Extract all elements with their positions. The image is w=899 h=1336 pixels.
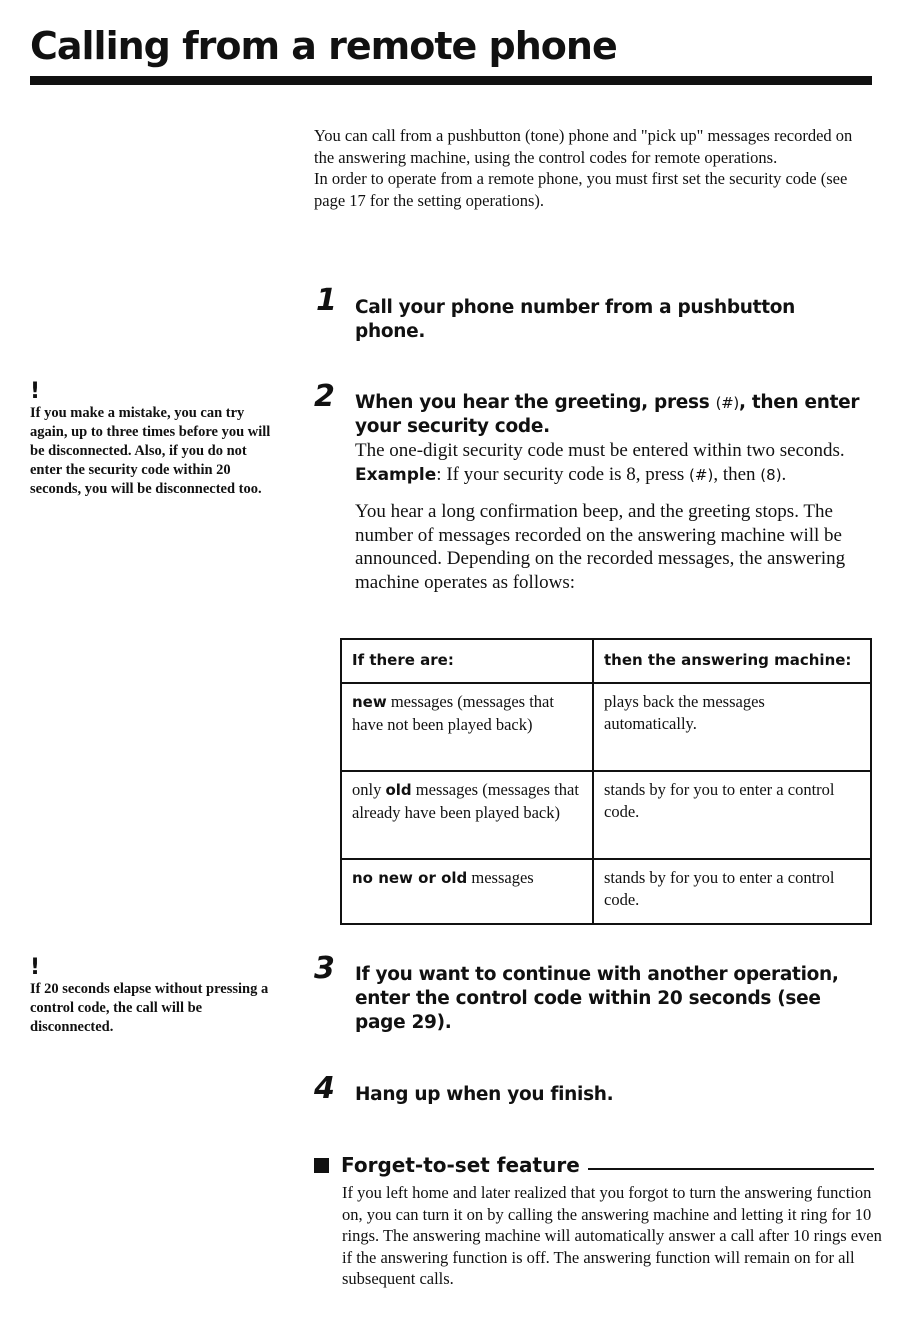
step-2-body	[355, 439, 875, 594]
note-exclamation-icon: !	[30, 379, 41, 404]
step-1-heading: Call your phone number from a pushbutton phone.	[355, 297, 796, 342]
table-cell-action: plays back the messages automatically.	[593, 683, 871, 771]
title-rule	[30, 76, 872, 85]
cell-text-pre: only	[352, 780, 386, 799]
intro-paragraph-1: You can call from a pushbutton (tone) phone and "pick up" messages recorded on the answering machine, using the control codes for remote operations.	[314, 126, 853, 167]
cell-text: messages (messages that have not been played back)	[352, 692, 554, 734]
cell-text: messages (messages that already have been played back)	[352, 780, 579, 822]
operation-table	[340, 638, 872, 925]
side-note-1	[30, 380, 280, 499]
example-end: .	[781, 463, 787, 485]
intro-paragraph-2: In order to operate from a remote phone, you must first set the security code (see page 17 for the setting operations).	[314, 169, 848, 210]
step-2-heading-post: , then enter your security code.	[355, 392, 860, 437]
step-3-heading: If you want to continue with another operation, enter the control code within 20 seconds (see page 29).	[355, 964, 839, 1033]
table-cell-action: stands by for you to enter a control code.	[593, 859, 871, 924]
table-cell-condition	[341, 683, 593, 771]
table-row	[341, 771, 871, 859]
example-label: Example	[355, 464, 437, 485]
side-note-2	[30, 956, 270, 1037]
forget-section-heading: Forget-to-set feature	[341, 1153, 580, 1177]
step-2-heading-pre: When you hear the greeting, press	[355, 392, 710, 413]
table-cell-condition	[341, 859, 593, 924]
table-row	[341, 683, 871, 771]
table-header-action: then the answering machine:	[593, 639, 871, 683]
cell-text: messages	[467, 868, 534, 887]
example-pre: : If your security code is 8, press	[436, 463, 685, 485]
square-bullet-icon	[314, 1158, 329, 1173]
step-3-number: 3	[314, 951, 335, 986]
step-2-number: 2	[314, 379, 335, 414]
step-2-line-1: The one-digit security code must be entered within two seconds.	[355, 440, 845, 461]
table-row	[341, 859, 871, 924]
section-rule	[588, 1168, 874, 1170]
table-header-row	[341, 639, 871, 683]
step-1-number: 1	[316, 283, 337, 318]
eight-key-icon: (8)	[760, 465, 782, 484]
table-header-condition: If there are:	[341, 639, 593, 683]
example-mid: , then	[713, 463, 756, 485]
table-cell-action: stands by for you to enter a control code.	[593, 771, 871, 859]
cell-bold-text: no new or old	[352, 869, 468, 887]
step-4-heading: Hang up when you finish.	[355, 1084, 614, 1105]
note-exclamation-icon: !	[30, 955, 41, 980]
cell-bold-text: new	[352, 693, 387, 711]
forget-section-body: If you left home and later realized that you forgot to turn the answering function on, you can turn it on by calling the answering machine and letting it ring for 10 rings. The answering machine will automatically answer a call after 10 rings even if the answering function is off. The answering function will remain on for all subsequent calls.	[342, 1183, 882, 1288]
page-title: Calling from a remote phone	[30, 24, 617, 68]
cell-bold-text: old	[385, 781, 412, 799]
pound-key-icon: (#)	[715, 394, 739, 412]
step-4-number: 4	[314, 1071, 335, 1106]
table-cell-condition	[341, 771, 593, 859]
intro-text	[314, 125, 874, 211]
step-2-example	[355, 463, 875, 488]
forget-section-heading-row	[314, 1152, 874, 1178]
side-note-1-text: If you make a mistake, you can try again, up to three times before you will be disconnected. Also, if you do not enter the security code within 20 seconds, you will be disconnected too.	[30, 405, 271, 497]
step-2-paragraph-2: You hear a long confirmation beep, and the greeting stops. The number of messages recorded on the answering machine will be announced. Depending on the recorded messages, the answering machine operates as follows:	[355, 501, 846, 593]
side-note-2-text: If 20 seconds elapse without pressing a control code, the call will be disconnected.	[30, 981, 269, 1035]
pound-key-icon: (#)	[689, 465, 714, 484]
step-2-heading	[355, 391, 875, 439]
